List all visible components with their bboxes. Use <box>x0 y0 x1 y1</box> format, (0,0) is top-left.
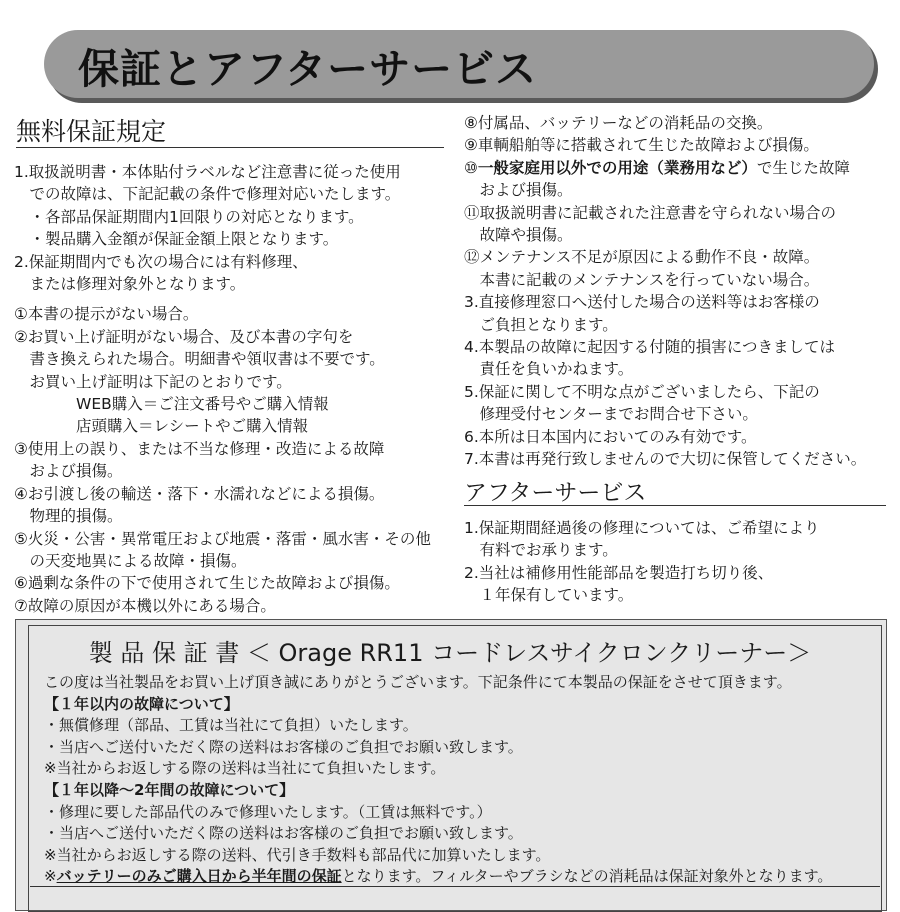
term-line: 3.直接修理窓口へ送付した場合の送料等はお客様の <box>464 293 820 312</box>
term-line: ①本書の提示がない場合。 <box>14 305 199 324</box>
certificate-line: ・修理に要した部品代のみで修理いたします。（工賃は無料です。） <box>44 802 492 821</box>
term-line: または修理対象外となります。 <box>14 275 246 294</box>
term-line: ⑦故障の原因が本機以外にある場合。 <box>14 596 276 615</box>
term-rest: で生じた故障 <box>756 158 850 177</box>
term-line-10 <box>464 157 866 179</box>
term-line: 4.本製品の故障に起因する付随的損害につきましては <box>464 338 835 357</box>
term-line: 物理的損傷。 <box>14 507 123 526</box>
term-line: ⑫メンテナンス不足が原因による動作不良・故障。 <box>464 248 820 267</box>
term-line: ⑤火災・公害・異常電圧および地震・落雷・風水害・その他 <box>14 529 431 548</box>
term-line: 1.取扱説明書・本体貼付ラベルなど注意書に従った使用 <box>14 163 401 181</box>
term-line: 2.保証期間内でも次の場合には有料修理、 <box>14 252 308 271</box>
certificate-line: ・当店へご送付いただく際の送料はお客様のご負担でお願い致します。 <box>44 737 523 756</box>
term-line: 有料でお承ります。 <box>464 541 618 560</box>
term-number: ⑩ <box>464 158 478 177</box>
battery-note <box>44 866 832 888</box>
term-line: ⑪取扱説明書に記載された注意書を守られない場合の <box>464 203 837 222</box>
certificate-line: ・当店へご送付いただく際の送料はお客様のご負担でお願い致します。 <box>44 824 523 843</box>
term-line: での故障は、下記記載の条件で修理対応いたします。 <box>14 185 401 204</box>
term-line: ⑥過剰な条件の下で使用されて生じた故障および損傷。 <box>14 574 400 593</box>
after-service-terms <box>464 517 819 607</box>
page-title: 保証とアフターサービス <box>78 45 538 93</box>
certificate-line: ・無償修理（部品、工賃は当社にて負担）いたします。 <box>44 716 418 735</box>
exclusion-terms <box>464 112 866 471</box>
free-warranty-terms <box>14 161 431 617</box>
term-line: ・各部品保証期間内1回限りの対応となります。 <box>14 207 364 226</box>
note-mark: ※ <box>44 867 57 886</box>
term-line: お買い上げ証明は下記のとおりです。 <box>14 372 292 391</box>
free-warranty-heading: 無料保証規定 <box>16 117 167 146</box>
term-line: 本書に記載のメンテナンスを行っていない場合。 <box>464 270 820 289</box>
term-line: および損傷。 <box>464 181 573 200</box>
term-line: 2.当社は補修用性能部品を製造打ち切り後、 <box>464 563 774 582</box>
term-line: の天変地異による故障・損傷。 <box>14 551 247 570</box>
term-line: 書き換えられた場合。明細書や領収書は不要です。 <box>14 350 385 369</box>
term-line: 店頭購入＝レシートやご購入情報 <box>14 417 309 436</box>
term-line: 1.保証期間経過後の修理については、ご希望により <box>464 519 820 537</box>
term-line: WEB購入＝ご注文番号やご購入情報 <box>14 395 329 414</box>
term-line: 7.本書は再発行致しませんので大切に保管してください。 <box>464 450 867 469</box>
term-line: ・製品購入金額が保証金額上限となります。 <box>14 230 339 249</box>
term-line: ④お引渡し後の輸送・落下・水濡れなどによる損傷。 <box>14 484 385 503</box>
certificate-body <box>44 672 832 888</box>
term-line: 修理受付センターまでお問合せ下さい。 <box>464 405 758 424</box>
certificate-intro: この度は当社製品をお買い上げ頂き誠にありがとうございます。下記条件にて本製品の保証をさせて頂きます。 <box>44 673 792 691</box>
after-service-heading: アフターサービス <box>464 480 647 506</box>
term-line: 責任を負いかねます。 <box>464 360 634 379</box>
term-bold: 一般家庭用以外での用途（業務用など） <box>477 158 757 177</box>
certificate-title: 製 品 保 証 書 ＜ Orage RR11 コードレスサイクロンクリーナー＞ <box>88 639 812 667</box>
term-line: １年保有しています。 <box>464 586 634 605</box>
section-heading: 【１年以降～2年間の故障について】 <box>44 780 295 799</box>
term-line: 故障や損傷。 <box>464 226 573 245</box>
heading-rule <box>464 505 886 506</box>
certificate-line: ※当社からお返しする際の送料は当社にて負担いたします。 <box>44 759 446 778</box>
heading-rule <box>16 147 444 148</box>
note-rest: となります。フィルターやブラシなどの消耗品は保証対象外となります。 <box>341 867 833 886</box>
term-line: 6.本所は日本国内においてのみ有効です。 <box>464 427 757 446</box>
battery-warranty-period: バッテリーのみご購入日から半年間の保証 <box>56 867 342 886</box>
term-line: 5.保証に関して不明な点がございましたら、下記の <box>464 382 820 401</box>
term-line: ③使用上の誤り、または不当な修理・改造による故障 <box>14 439 385 458</box>
term-line: ⑧付属品、バッテリーなどの消耗品の交換。 <box>464 114 773 132</box>
term-line: および損傷。 <box>14 462 123 481</box>
term-line: ご負担となります。 <box>464 315 618 334</box>
section-heading: 【１年以内の故障について】 <box>44 694 239 713</box>
term-line: ②お買い上げ証明がない場合、及び本書の字句を <box>14 327 354 346</box>
term-line: ⑨車輌船舶等に搭載されて生じた故障および損傷。 <box>464 136 819 155</box>
divider <box>30 886 880 887</box>
certificate-line: ※当社からお返しする際の送料、代引き手数料も部品代に加算いたします。 <box>44 845 551 864</box>
